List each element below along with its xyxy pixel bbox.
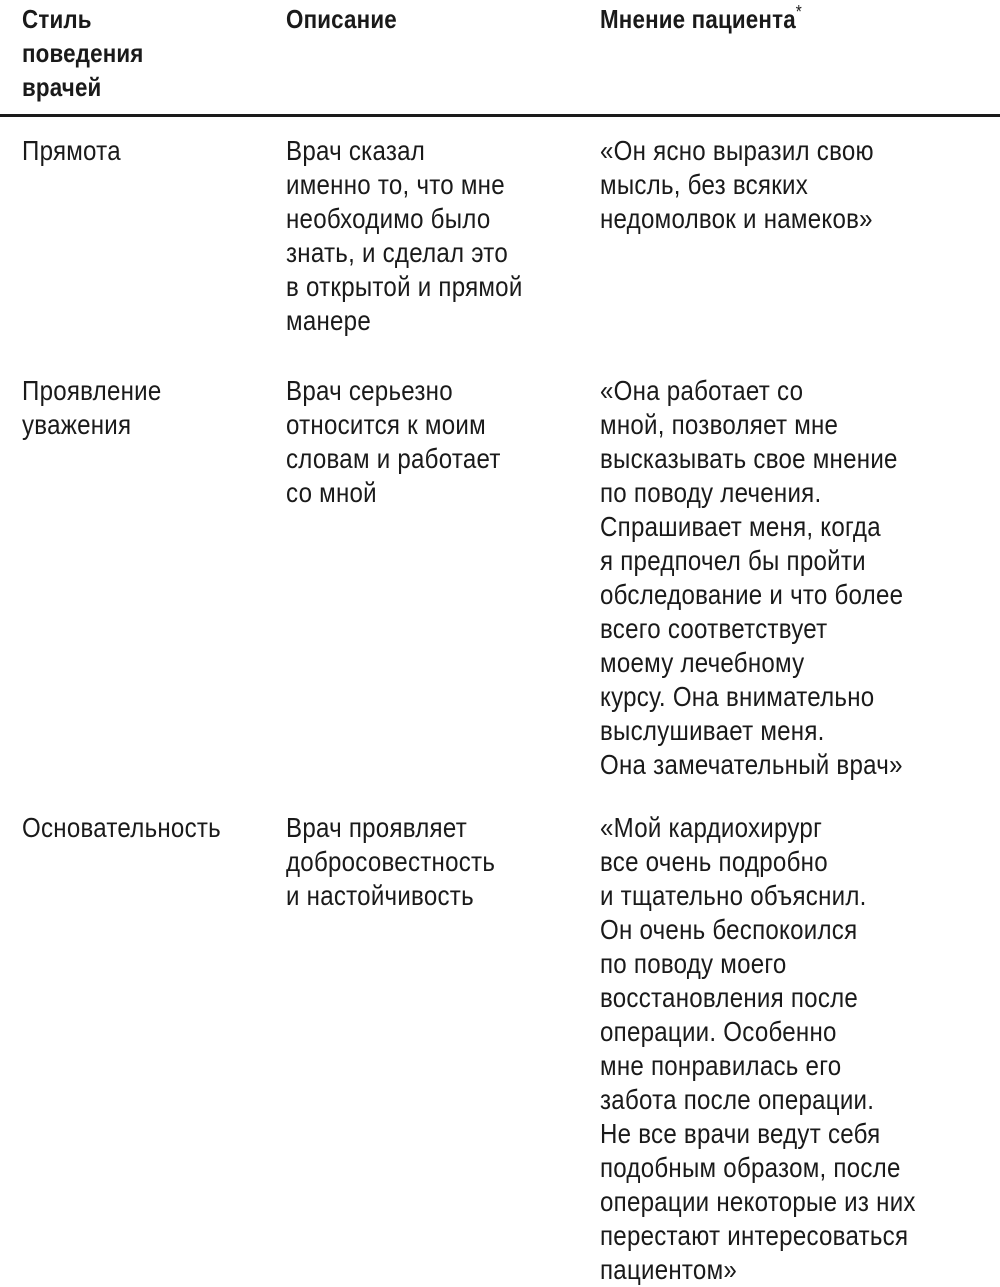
header-opinion (600, 2, 802, 39)
row-1-style: Прямота (22, 135, 121, 166)
row-3-description: Врач проявляет добросовестность и настойчивость (286, 812, 496, 911)
header-description: Описание (286, 4, 397, 34)
row-3-opinion: «Мой кардиохирург все очень подробно и тщательно объяснил. Он очень беспокоился по поводу моего восстановления после операции. Особенно мне понравилась его забота после операции. Не все врачи ведут себя подобным образом, после операции некоторые из них перестают интересоваться пациентом» (600, 812, 916, 1285)
header-divider (0, 114, 1000, 117)
header-opinion-label: Мнение пациента (600, 4, 796, 34)
row-2-opinion: «Она работает со мной, позволяет мне высказывать свое мнение по поводу лечения. Спрашивает меня, когда я предпочел бы пройти обследование и что более всего соответствует моему лечебному курсу. Она внимательно выслушивает меня. Она замечательный врач» (600, 375, 904, 780)
footnote-mark: * (795, 2, 803, 22)
row-1-description: Врач сказал именно то, что мне необходимо было знать, и сделал это в открытой и прямой манере (286, 135, 523, 336)
row-3-style: Основательность (22, 812, 221, 843)
row-1-opinion: «Он ясно выразил свою мысль, без всяких недомолвок и намеков» (600, 135, 874, 234)
header-style: Стиль поведения врачей (22, 4, 144, 102)
row-2-description: Врач серьезно относится к моим словам и работает со мной (286, 375, 501, 508)
row-2-style: Проявление уважения (22, 375, 162, 440)
